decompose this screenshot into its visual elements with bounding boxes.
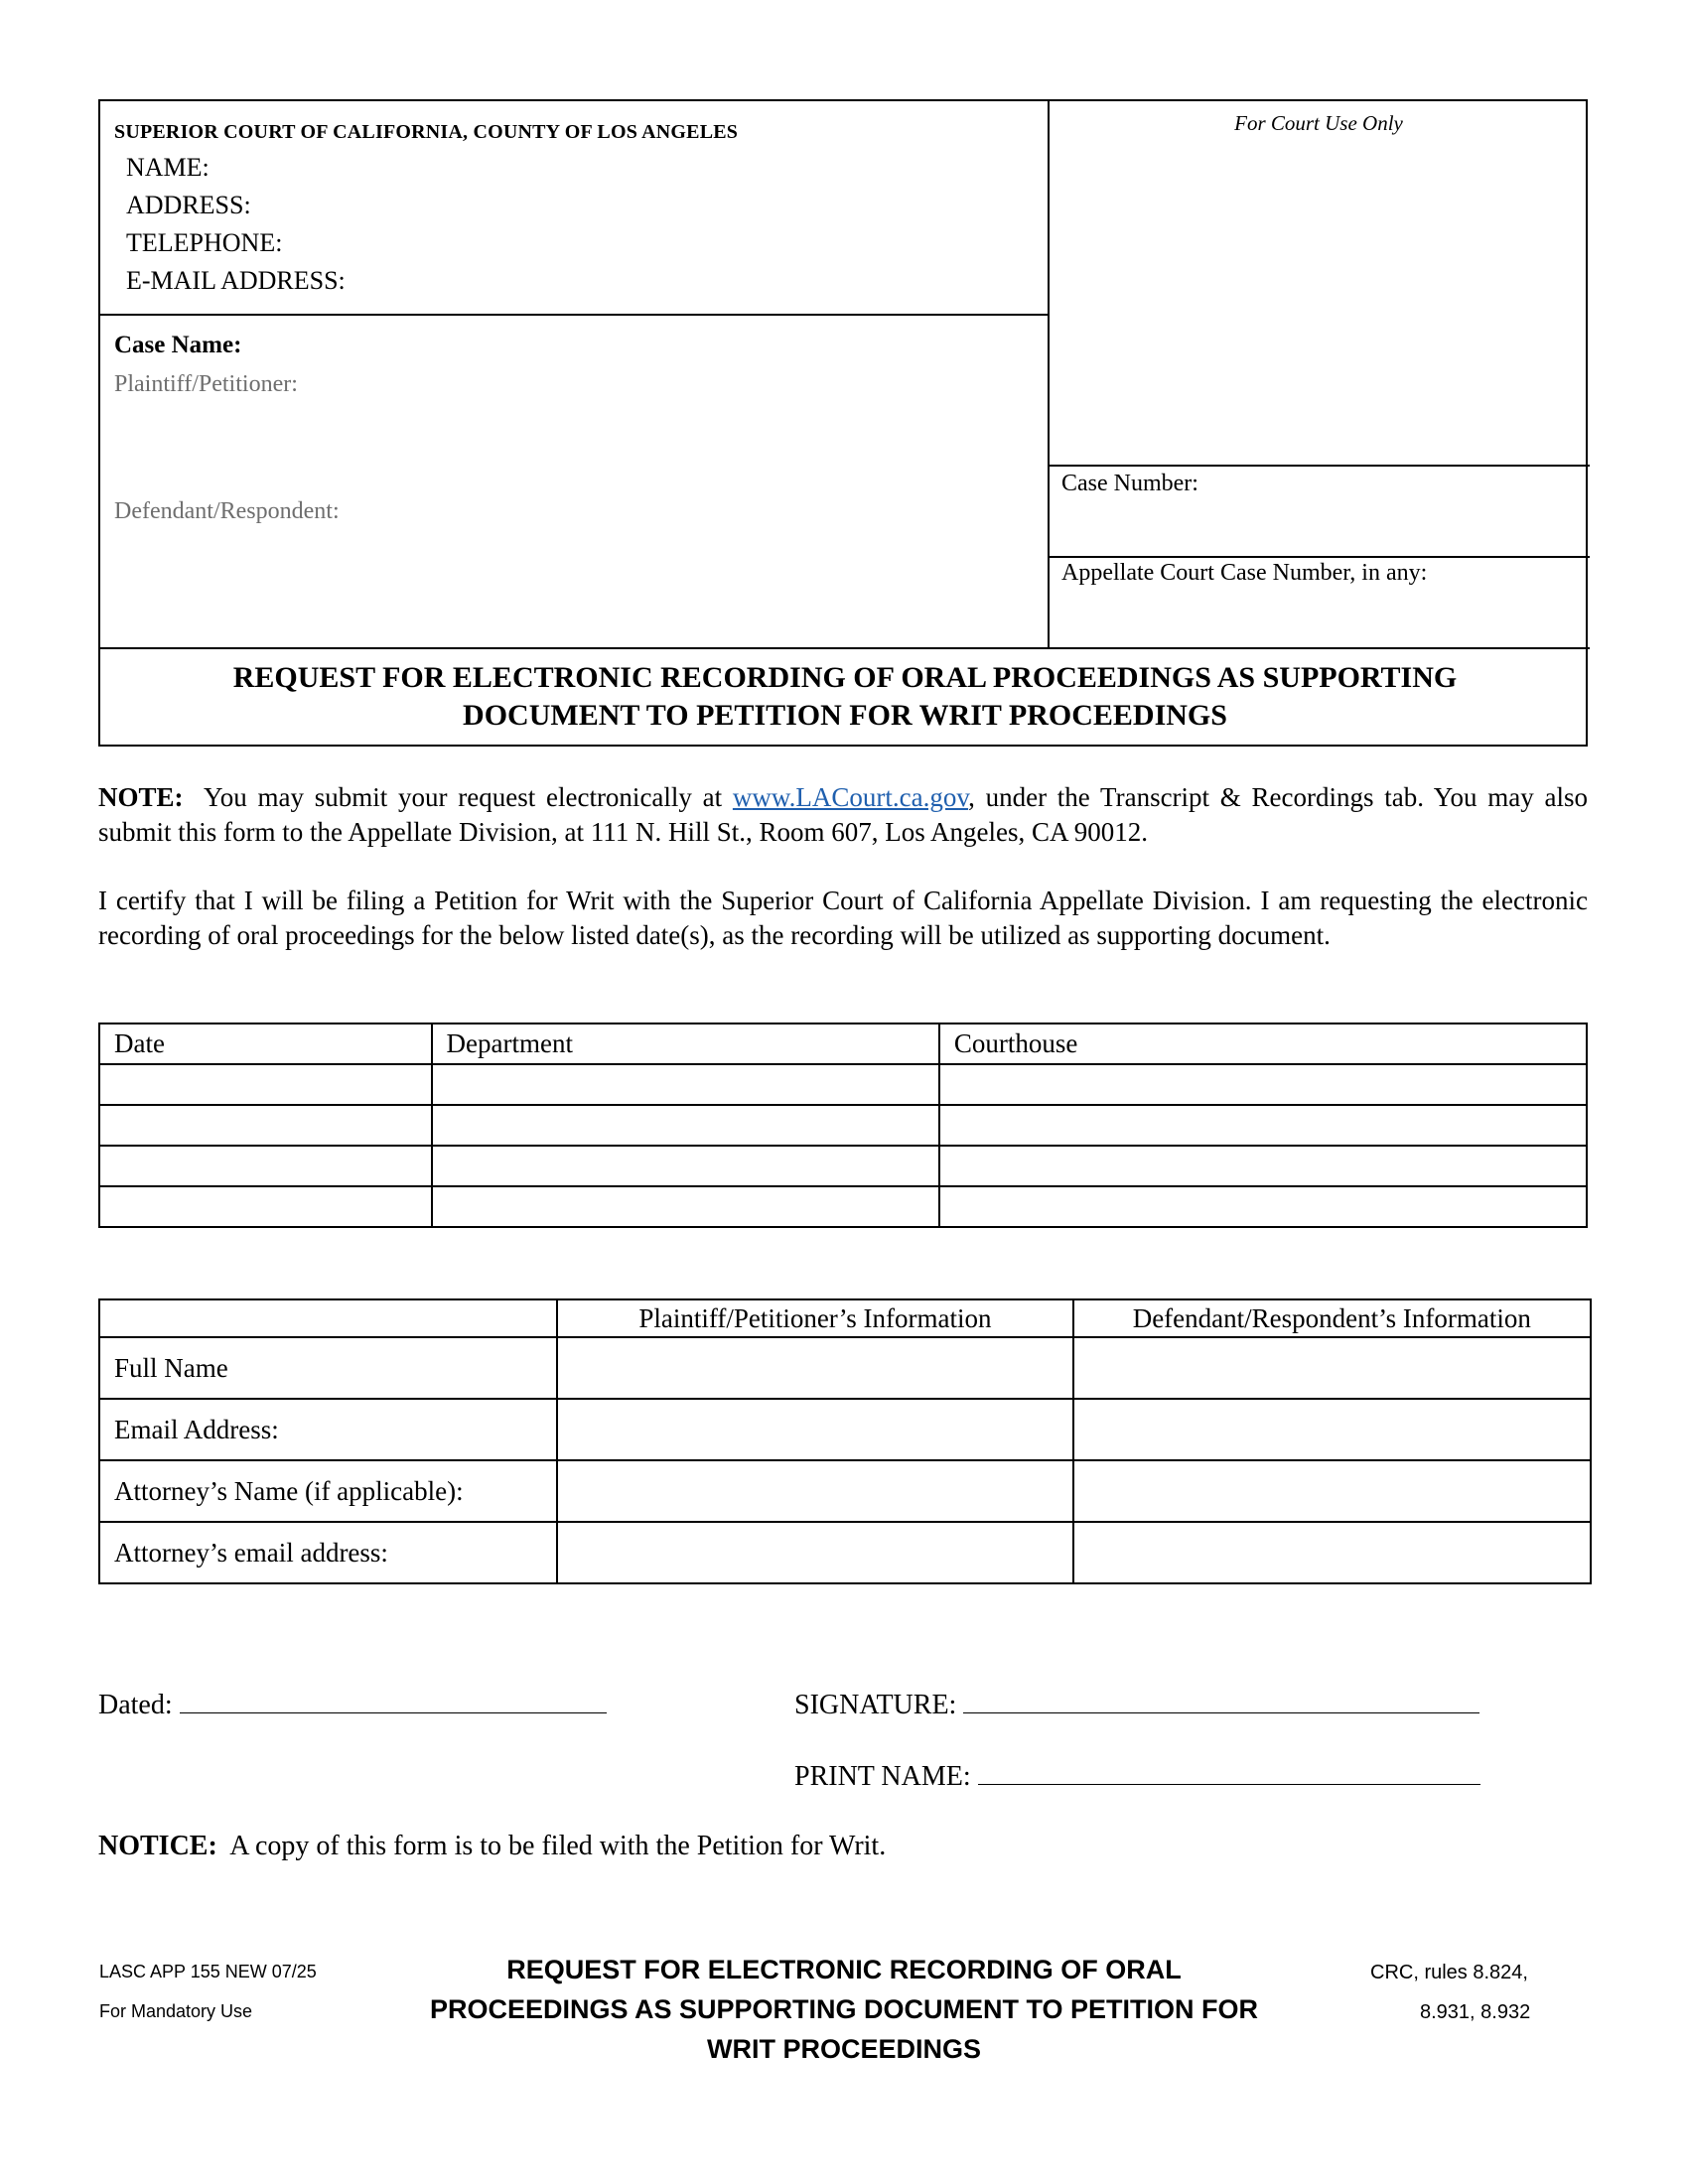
notice-label: NOTICE:: [98, 1831, 217, 1861]
blank-header: [99, 1299, 557, 1337]
department-cell[interactable]: [432, 1064, 939, 1105]
table-row: [99, 1522, 1591, 1583]
dated-line[interactable]: [180, 1712, 607, 1713]
defendant-email-cell[interactable]: [1073, 1399, 1591, 1460]
courthouse-cell[interactable]: [939, 1146, 1587, 1186]
table-row: [99, 1399, 1591, 1460]
form-title-line: DOCUMENT TO PETITION FOR WRIT PROCEEDINGS: [463, 699, 1227, 732]
plaintiff-field[interactable]: Plaintiff/Petitioner:: [114, 371, 298, 397]
date-header: Date: [99, 1024, 432, 1064]
email-field[interactable]: E-MAIL ADDRESS:: [126, 266, 346, 295]
dates-table: [98, 1023, 1588, 1228]
signature-field: [794, 1690, 1479, 1721]
date-cell[interactable]: [99, 1146, 432, 1186]
dated-field: [98, 1690, 607, 1721]
row-label: Full Name: [99, 1337, 557, 1399]
footer-title-line: WRIT PROCEEDINGS: [706, 2034, 981, 2064]
department-header: Department: [432, 1024, 939, 1064]
notice: [98, 1831, 886, 1862]
table-row: [99, 1337, 1591, 1399]
plaintiff-email-cell[interactable]: [557, 1399, 1072, 1460]
caption-divider: [1048, 465, 1590, 467]
defendant-info-header: Defendant/Respondent’s Information: [1073, 1299, 1591, 1337]
row-label: Attorney’s email address:: [99, 1522, 557, 1583]
table-row: [99, 1064, 1587, 1105]
footer-title-line: REQUEST FOR ELECTRONIC RECORDING OF ORAL: [506, 1955, 1182, 1984]
dated-label: Dated:: [98, 1690, 173, 1720]
notice-text: A copy of this form is to be filed with the Petition for Writ.: [229, 1831, 887, 1861]
caption-divider: [1048, 101, 1050, 649]
note-paragraph: [98, 780, 1588, 850]
plaintiff-attorney-email-cell[interactable]: [557, 1522, 1072, 1583]
parties-table: [98, 1298, 1592, 1584]
court-name: SUPERIOR COURT OF CALIFORNIA, COUNTY OF LOS ANGELES: [114, 121, 739, 143]
note-label: NOTE:: [98, 782, 184, 812]
table-row: [99, 1105, 1587, 1146]
courthouse-cell[interactable]: [939, 1186, 1587, 1227]
defendant-field[interactable]: Defendant/Respondent:: [114, 498, 340, 524]
caption-divider: [100, 647, 1590, 649]
signature-line[interactable]: [963, 1712, 1479, 1713]
signature-label: SIGNATURE:: [794, 1690, 957, 1720]
row-label: Email Address:: [99, 1399, 557, 1460]
caption-divider: [100, 314, 1048, 316]
date-cell[interactable]: [99, 1064, 432, 1105]
caption-box: [98, 99, 1588, 747]
appellate-case-number-field[interactable]: Appellate Court Case Number, in any:: [1061, 560, 1428, 586]
caption-divider: [1048, 556, 1590, 558]
table-row: [99, 1460, 1591, 1522]
form-id: LASC APP 155 NEW 07/25: [99, 1962, 317, 1981]
rules-citation: 8.931, 8.932: [1420, 2001, 1531, 2023]
lacourt-link[interactable]: www.LACourt.ca.gov: [732, 782, 969, 812]
plaintiff-info-header: Plaintiff/Petitioner’s Information: [557, 1299, 1072, 1337]
department-cell[interactable]: [432, 1105, 939, 1146]
case-name-label: Case Name:: [114, 332, 242, 358]
table-row: [99, 1186, 1587, 1227]
defendant-attorney-email-cell[interactable]: [1073, 1522, 1591, 1583]
address-field[interactable]: ADDRESS:: [126, 191, 251, 219]
court-use-label: For Court Use Only: [1234, 111, 1403, 135]
note-text: You may submit your request electronically at: [204, 782, 723, 812]
print-name-line[interactable]: [978, 1784, 1480, 1785]
case-number-field[interactable]: Case Number:: [1061, 471, 1198, 496]
certify-paragraph: I certify that I will be filing a Petition for Writ with the Superior Court of California Appellate Division. I am requesting the electronic recording of oral proceedings for the below listed date(s), as the recording will be utilized as supporting document.: [98, 886, 1588, 950]
table-header-row: [99, 1299, 1591, 1337]
print-name-label: PRINT NAME:: [794, 1761, 971, 1792]
department-cell[interactable]: [432, 1186, 939, 1227]
form-title: [100, 659, 1590, 735]
telephone-field[interactable]: TELEPHONE:: [126, 228, 283, 257]
plaintiff-full-name-cell[interactable]: [557, 1337, 1072, 1399]
plaintiff-attorney-name-cell[interactable]: [557, 1460, 1072, 1522]
date-cell[interactable]: [99, 1105, 432, 1146]
footer-title: [397, 1950, 1291, 2069]
courthouse-cell[interactable]: [939, 1064, 1587, 1105]
department-cell[interactable]: [432, 1146, 939, 1186]
table-row: [99, 1146, 1587, 1186]
rules-citation: CRC, rules 8.824,: [1370, 1962, 1528, 1983]
note-text: , under the Transcript & Recordings tab. You may also submit this form to the Appellate Division, at 111 N. Hill St., Room 607, Los Angeles, CA 90012.: [98, 782, 1589, 847]
table-header-row: [99, 1024, 1587, 1064]
mandatory-use: For Mandatory Use: [99, 2001, 253, 2021]
courthouse-header: Courthouse: [939, 1024, 1587, 1064]
courthouse-cell[interactable]: [939, 1105, 1587, 1146]
footer-title-line: PROCEEDINGS AS SUPPORTING DOCUMENT TO PETITION FOR: [429, 1994, 1259, 2024]
defendant-full-name-cell[interactable]: [1073, 1337, 1591, 1399]
form-title-line: REQUEST FOR ELECTRONIC RECORDING OF ORAL PROCEEDINGS AS SUPPORTING: [232, 661, 1458, 694]
row-label: Attorney’s Name (if applicable):: [99, 1460, 557, 1522]
print-name-field: [794, 1761, 1480, 1793]
date-cell[interactable]: [99, 1186, 432, 1227]
name-field[interactable]: NAME:: [126, 153, 210, 182]
defendant-attorney-name-cell[interactable]: [1073, 1460, 1591, 1522]
